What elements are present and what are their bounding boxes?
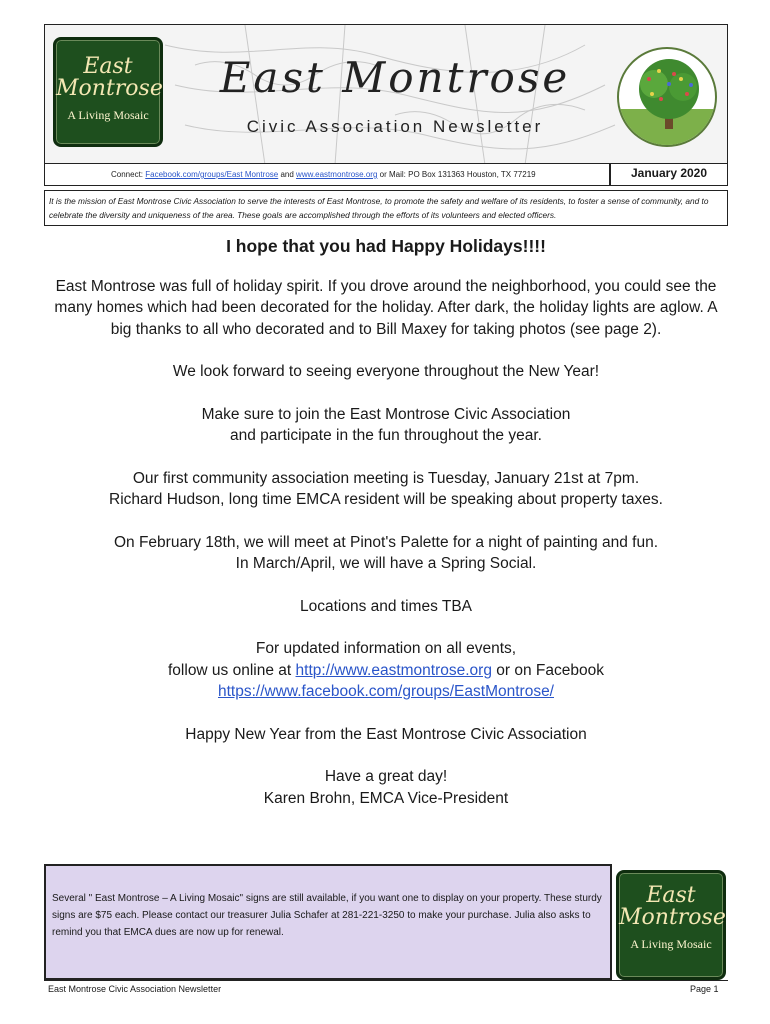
signoff-line-2: Karen Brohn, EMCA Vice-President	[263, 789, 509, 807]
connect-prefix: Connect:	[111, 170, 144, 179]
bottom-logo-line-3: A Living Mosaic	[630, 937, 712, 951]
website-url-link[interactable]: http://www.eastmontrose.org	[295, 661, 492, 679]
meeting-line-2: Richard Hudson, long time EMCA resident will be speaking about property taxes.	[109, 491, 663, 508]
mailing-address: or Mail: PO Box 131363 Houston, TX 77219	[379, 170, 536, 179]
newsletter-subtitle: Civic Association Newsletter	[246, 117, 544, 136]
paragraph-join	[44, 404, 728, 447]
bottom-logo-line-1: East	[646, 883, 696, 908]
paragraph-events	[44, 532, 728, 575]
join-line-1: Make sure to join the East Montrose Civic Association	[201, 405, 571, 423]
paragraph-meeting	[44, 468, 728, 511]
main-content	[44, 236, 728, 830]
newsletter-title: East Montrose	[219, 53, 571, 102]
masthead	[44, 24, 728, 164]
events-line-1: On February 18th, we will meet at Pinot's Palette for a night of painting and fun.	[113, 533, 659, 551]
logo-line-2: Montrose	[56, 76, 163, 101]
facebook-url-link[interactable]: https://www.facebook.com/groups/EastMontrose/	[218, 683, 554, 700]
footer-divider	[44, 980, 728, 981]
east-montrose-logo-bottom	[616, 870, 726, 980]
website-link[interactable]: www.eastmontrose.org	[296, 170, 378, 179]
join-line-2: and participate in the fun throughout the year.	[230, 427, 542, 444]
paragraph-new-year: We look forward to seeing everyone throughout the New Year!	[172, 363, 600, 380]
meeting-line-1: Our first community association meeting is Tuesday, January 21st at 7pm.	[132, 469, 640, 487]
footer-newsletter-name: East Montrose Civic Association Newsletter	[48, 984, 222, 994]
bottom-logo-line-2: Montrose	[619, 905, 726, 930]
updates-suffix: or on Facebook	[496, 661, 604, 679]
page-number: Page 1	[690, 984, 719, 994]
connect-and: and	[280, 170, 294, 179]
paragraph-happy-new-year: Happy New Year from the East Montrose Civic Association	[185, 725, 587, 743]
mission-statement: It is the mission of East Montrose Civic Association to serve the interests of East Montrose, to promote the safety and welfare of its residents, to foster a sense of community, and to celebrate the diversity and uniqueness of the area. These goals are accomplished through the efforts of its volunteers and elected officers.	[44, 190, 728, 226]
paragraph-updates	[44, 638, 728, 703]
paragraph-locations: Locations and times TBA	[299, 597, 473, 615]
updates-prefix: follow us online at	[168, 661, 292, 679]
paragraph-signoff	[44, 766, 728, 809]
signoff-line-1: Have a great day!	[324, 768, 448, 785]
events-line-2: In March/April, we will have a Spring Social.	[235, 555, 537, 572]
logo-line-1: East	[83, 54, 133, 79]
connect-line	[44, 164, 610, 186]
facebook-link[interactable]: Facebook.com/groups/East Montrose	[145, 170, 279, 179]
logo-line-3: A Living Mosaic	[67, 108, 149, 122]
paragraph-holiday-spirit: East Montrose was full of holiday spirit. If you drove around the neighborhood, you could see the many homes which had been decorated for the holiday. After dark, the holiday lights are aglow. A big thanks to all who decorated and to Bill Maxey for taking photos (see page 2).	[54, 277, 718, 338]
headline: I hope that you had Happy Holidays!!!!	[226, 236, 546, 256]
updates-line-1: For updated information on all events,	[255, 640, 517, 657]
signs-notice-box: Several " East Montrose – A Living Mosaic" signs are still available, if you want one to display on your property. These sturdy signs are $75 each. Please contact our treasurer Julia Schafer at 281-221-3250 to make your purchase. Julia also asks to remind you that EMCA dues are now up for renewal.	[44, 864, 612, 980]
tree-mosaic-image	[617, 47, 717, 147]
east-montrose-logo	[53, 37, 163, 147]
issue-date: January 2020	[610, 164, 728, 186]
